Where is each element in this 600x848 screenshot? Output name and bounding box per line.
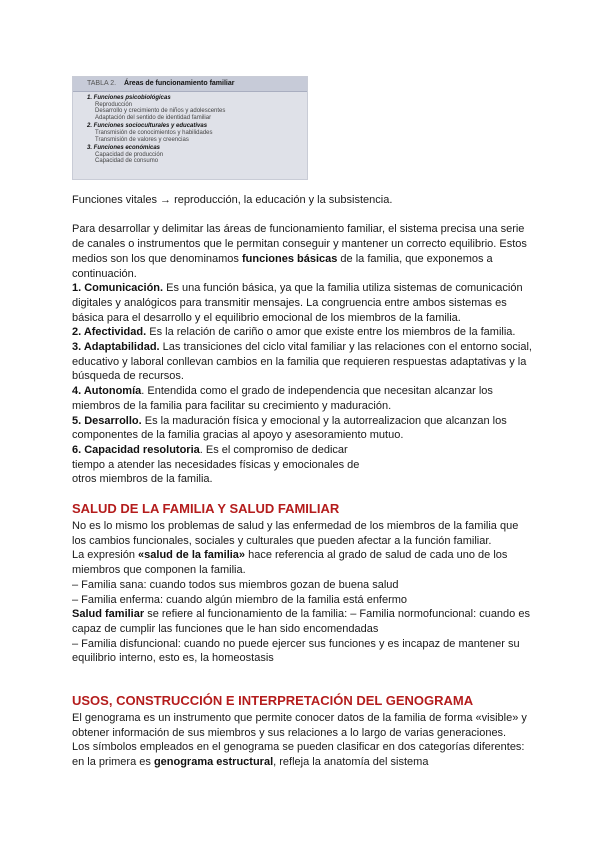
familia-sana: – Familia sana: cuando todos sus miembros gozan de buena salud	[72, 578, 399, 591]
table-group-title: 2. Funciones socioculturales y educativas	[87, 123, 208, 130]
familia-disfuncional: – Familia disfuncional: cuando no puede ejercer sus funciones y es incapaz de mantener su equilibrio interno, esto es, la homeostasis	[72, 637, 520, 665]
genograma-section	[72, 693, 532, 770]
intro-paragraph: Para desarrollar y delimitar las áreas de funcionamiento familiar, el sistema precisa una serie de canales o instrumentos que le permitan conseguir y mantener un correcto equilibrio. Estos medios son los que denominamos funciones básicas de la familia, que exponemos a continuación.	[72, 223, 527, 280]
salud-paragraph-2: La expresión «salud de la familia» hace referencia al grado de salud de cada uno de los miembros que componen la familia.	[72, 549, 508, 577]
table-body	[73, 92, 307, 165]
salud-familiar-paragraph: Salud familiar se refiere al funcionamiento de la familia: – Familia normofuncional: cuando es capaz de cumplir las funciones que le han sido encomendadas	[72, 608, 530, 635]
funciones-section	[72, 193, 532, 487]
funciones-basicas-term: funciones básicas	[241, 252, 338, 265]
genograma-paragraph-1: El genograma es un instrumento que permite conocer datos de la familia de forma «visible» y obtener información de sus miembros y sus relaciones a lo largo de varias generaciones.	[72, 712, 527, 739]
item-adaptabilidad: 3. Adaptabilidad. Las transiciones del ciclo vital familiar y las relaciones con el entorno social, educativo y laboral conllevan cambios en la familia que requieren respuestas adaptativas y la búsqueda de recursos.	[72, 341, 532, 383]
table-header	[73, 77, 307, 92]
table-image	[72, 76, 308, 180]
salud-section	[72, 501, 532, 666]
table-item: Capacidad de consumo	[95, 158, 159, 165]
salud-de-la-familia-term: «salud de la familia»	[138, 549, 246, 562]
item-afectividad: 2. Afectividad. Es la relación de cariño o amor que existe entre los miembros de la familia.	[72, 326, 516, 339]
table-label: TABLA 2.	[87, 80, 117, 87]
table-item: Adaptación del sentido de identidad familiar	[95, 114, 212, 121]
table-item: Reproducción	[95, 101, 133, 108]
item-comunicacion: 1. Comunicación. Es una función básica, ya que la familia utiliza sistemas de comunicación digitales y analógicos para transmitir mensajes. La congruencia entre ambos sistemas es básica para el desarrollo y el equilibrio emocional de los miembros de la familia.	[72, 282, 523, 324]
table-item: Transmisión de valores y creencias	[95, 136, 189, 143]
genograma-heading: USOS, CONSTRUCCIÓN E INTERPRETACIÓN DEL GENOGRAMA	[72, 693, 474, 708]
funciones-vitales: Funciones vitales → reproducción, la educación y la subsistencia.	[72, 194, 393, 206]
table-item: Capacidad de producción	[95, 151, 164, 158]
table-group-title: 3. Funciones económicas	[87, 145, 161, 152]
table-item: Transmisión de conocimientos y habilidades	[95, 129, 213, 136]
item-capacidad-resolutoria: 6. Capacidad resolutoria. Es el compromiso de dedicar tiempo a atender las necesidades físicas y emocionales de otros miembros de la familia.	[72, 443, 360, 486]
genograma-paragraph-2: Los símbolos empleados en el genograma se pueden clasificar en dos categorías diferentes: en la primera es genograma estructural, refleja la anatomía del sistema	[72, 741, 525, 769]
familia-enferma: – Familia enferma: cuando algún miembro de la familia está enfermo	[72, 593, 408, 606]
table-title: Áreas de funcionamiento familiar	[124, 80, 235, 87]
item-desarrollo: 5. Desarrollo. Es la maduración física y emocional y la autorrealizacion que alcanzan los componentes de la familia gracias al apoyo y asesoramiento mutuo.	[72, 414, 507, 442]
table-group-title: 1. Funciones psicobiológicas	[87, 95, 171, 101]
salud-paragraph-1: No es lo mismo los problemas de salud y las enfermedad de los miembros de la familia que los cambios funcionales, sociales y culturales que pueden afectar a la función familiar.	[72, 520, 519, 547]
item-autonomia: 4. Autonomía. Entendida como el grado de independencia que necesitan alcanzar los miembros de la familia para facilitar su crecimiento y maduración.	[72, 385, 493, 412]
table-item: Desarrollo y crecimiento de niños y adolescentes	[95, 108, 226, 115]
salud-familiar-term: Salud familiar	[72, 608, 145, 621]
salud-heading: SALUD DE LA FAMILIA Y SALUD FAMILIAR	[72, 501, 340, 516]
genograma-estructural-term: genograma estructural	[153, 756, 274, 769]
